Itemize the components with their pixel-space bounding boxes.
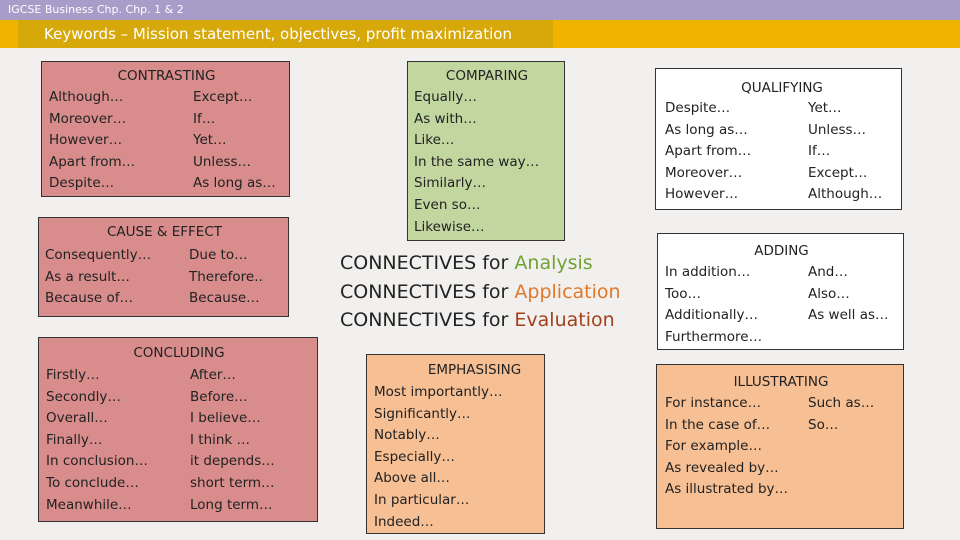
evaluation-word: Evaluation <box>514 309 615 331</box>
list-item: Moreover… <box>665 164 743 181</box>
concluding-box <box>38 337 318 522</box>
connectives-prefix: CONNECTIVES for <box>340 281 515 303</box>
list-item: Finally… <box>46 431 103 448</box>
list-item: Too… <box>665 285 701 302</box>
cause-effect-box <box>38 217 289 317</box>
slide-title: IGCSE Business Chp. Chp. 1 & 2 <box>8 3 184 16</box>
connectives-prefix: CONNECTIVES for <box>340 309 515 331</box>
list-item: In particular… <box>374 491 470 508</box>
list-item: As well as… <box>808 307 889 324</box>
list-item: Although… <box>49 89 124 105</box>
list-item: As long as… <box>193 175 276 192</box>
list-item: However… <box>665 186 739 203</box>
comparing-box <box>407 61 565 241</box>
concluding-heading: CONCLUDING <box>133 345 225 361</box>
list-item: Despite… <box>665 100 731 116</box>
list-item: Above all… <box>374 470 450 487</box>
list-item: Apart from… <box>665 143 752 160</box>
list-item: As a result… <box>45 268 130 285</box>
title-bar <box>0 0 960 20</box>
illustrating-box <box>656 364 904 529</box>
adding-box <box>657 233 904 350</box>
list-item: In the same way… <box>414 153 540 170</box>
emphasising-box <box>366 354 545 534</box>
emphasising-heading: EMPHASISING <box>427 362 522 378</box>
list-item: Long term… <box>190 496 273 513</box>
list-item: Due to… <box>189 247 248 263</box>
list-item: Unless… <box>193 153 252 170</box>
keyword-bar <box>0 20 960 48</box>
list-item: Indeed… <box>374 513 434 530</box>
list-item: For example… <box>665 438 762 455</box>
list-item: Also… <box>808 285 850 302</box>
list-item: However… <box>49 132 123 149</box>
list-item: Yet… <box>193 132 227 149</box>
list-item: Like… <box>414 132 455 149</box>
list-item: I think … <box>190 431 251 448</box>
list-item: Most importantly… <box>374 384 503 400</box>
qualifying-right-column <box>808 98 882 206</box>
comparing-heading: COMPARING <box>445 68 529 84</box>
list-item: Despite… <box>49 175 115 192</box>
list-item: Furthermore… <box>665 328 763 345</box>
application-word: Application <box>514 281 621 303</box>
cause-effect-left-column <box>45 245 151 310</box>
connectives-application <box>340 281 621 303</box>
connectives-prefix: CONNECTIVES for <box>340 252 515 274</box>
list-item: Such as… <box>808 395 875 411</box>
list-item: it depends… <box>190 453 275 470</box>
list-item: Especially… <box>374 448 455 465</box>
list-item: For instance… <box>665 395 762 411</box>
list-item: Likewise… <box>414 218 485 235</box>
adding-right-column <box>808 262 889 327</box>
list-item: Apart from… <box>49 153 136 170</box>
concluding-left-column <box>46 365 148 516</box>
analysis-word: Analysis <box>514 252 593 274</box>
contrasting-right-column <box>193 87 276 195</box>
list-item: As long as… <box>665 121 748 138</box>
list-item: Unless… <box>808 121 867 138</box>
connectives-analysis <box>340 252 593 274</box>
list-item: Therefore.. <box>189 268 263 285</box>
list-item: In the case of… <box>665 416 771 433</box>
list-item: I believe… <box>190 410 261 427</box>
list-item: Equally… <box>414 89 477 105</box>
list-item: Because… <box>189 290 260 307</box>
cause-effect-heading: CAUSE & EFFECT <box>106 224 222 240</box>
list-item: Even so… <box>414 196 481 213</box>
list-item: Because of… <box>45 290 133 307</box>
list-item: After… <box>190 367 236 383</box>
emphasising-column <box>374 382 502 533</box>
adding-heading: ADDING <box>754 243 809 259</box>
list-item: As illustrated by… <box>665 481 789 498</box>
cause-effect-right-column <box>189 245 263 310</box>
list-item: As revealed by… <box>665 459 779 476</box>
concluding-right-column <box>190 365 275 516</box>
list-item: Although… <box>808 186 883 203</box>
list-item: As with… <box>414 110 477 127</box>
list-item: Similarly… <box>414 175 487 192</box>
list-item: Before… <box>190 388 248 405</box>
list-item: Yet… <box>808 100 842 116</box>
qualifying-box <box>655 68 902 210</box>
list-item: Firstly… <box>46 367 100 383</box>
list-item: Significantly… <box>374 405 471 422</box>
list-item: Moreover… <box>49 110 127 127</box>
list-item: Meanwhile… <box>46 496 132 513</box>
contrasting-box <box>41 61 290 197</box>
illustrating-heading: ILLUSTRATING <box>733 374 829 390</box>
list-item: Except… <box>193 89 253 105</box>
contrasting-left-column <box>49 87 135 195</box>
list-item: If… <box>193 110 216 127</box>
list-item: And… <box>808 264 848 280</box>
list-item: To conclude… <box>46 474 139 491</box>
qualifying-left-column <box>665 98 751 206</box>
list-item: Additionally… <box>665 307 759 324</box>
adding-left-column <box>665 262 762 348</box>
qualifying-heading: QUALIFYING <box>741 80 823 96</box>
keyword-text: Keywords – Mission statement, objectives, profit maximization <box>44 25 512 43</box>
comparing-column <box>414 87 539 238</box>
list-item: Secondly… <box>46 388 121 405</box>
list-item: So… <box>808 416 839 433</box>
list-item: In conclusion… <box>46 453 148 470</box>
keyword-banner <box>18 20 553 48</box>
illustrating-right-column <box>808 393 874 436</box>
list-item: Consequently… <box>45 247 152 263</box>
list-item: short term… <box>190 474 275 491</box>
contrasting-heading: CONTRASTING <box>117 68 216 84</box>
list-item: If… <box>808 143 831 160</box>
list-item: In addition… <box>665 264 751 280</box>
illustrating-left-column <box>665 393 788 501</box>
list-item: Notably… <box>374 427 440 444</box>
list-item: Except… <box>808 164 868 181</box>
connectives-evaluation <box>340 309 615 331</box>
list-item: Overall… <box>46 410 108 427</box>
